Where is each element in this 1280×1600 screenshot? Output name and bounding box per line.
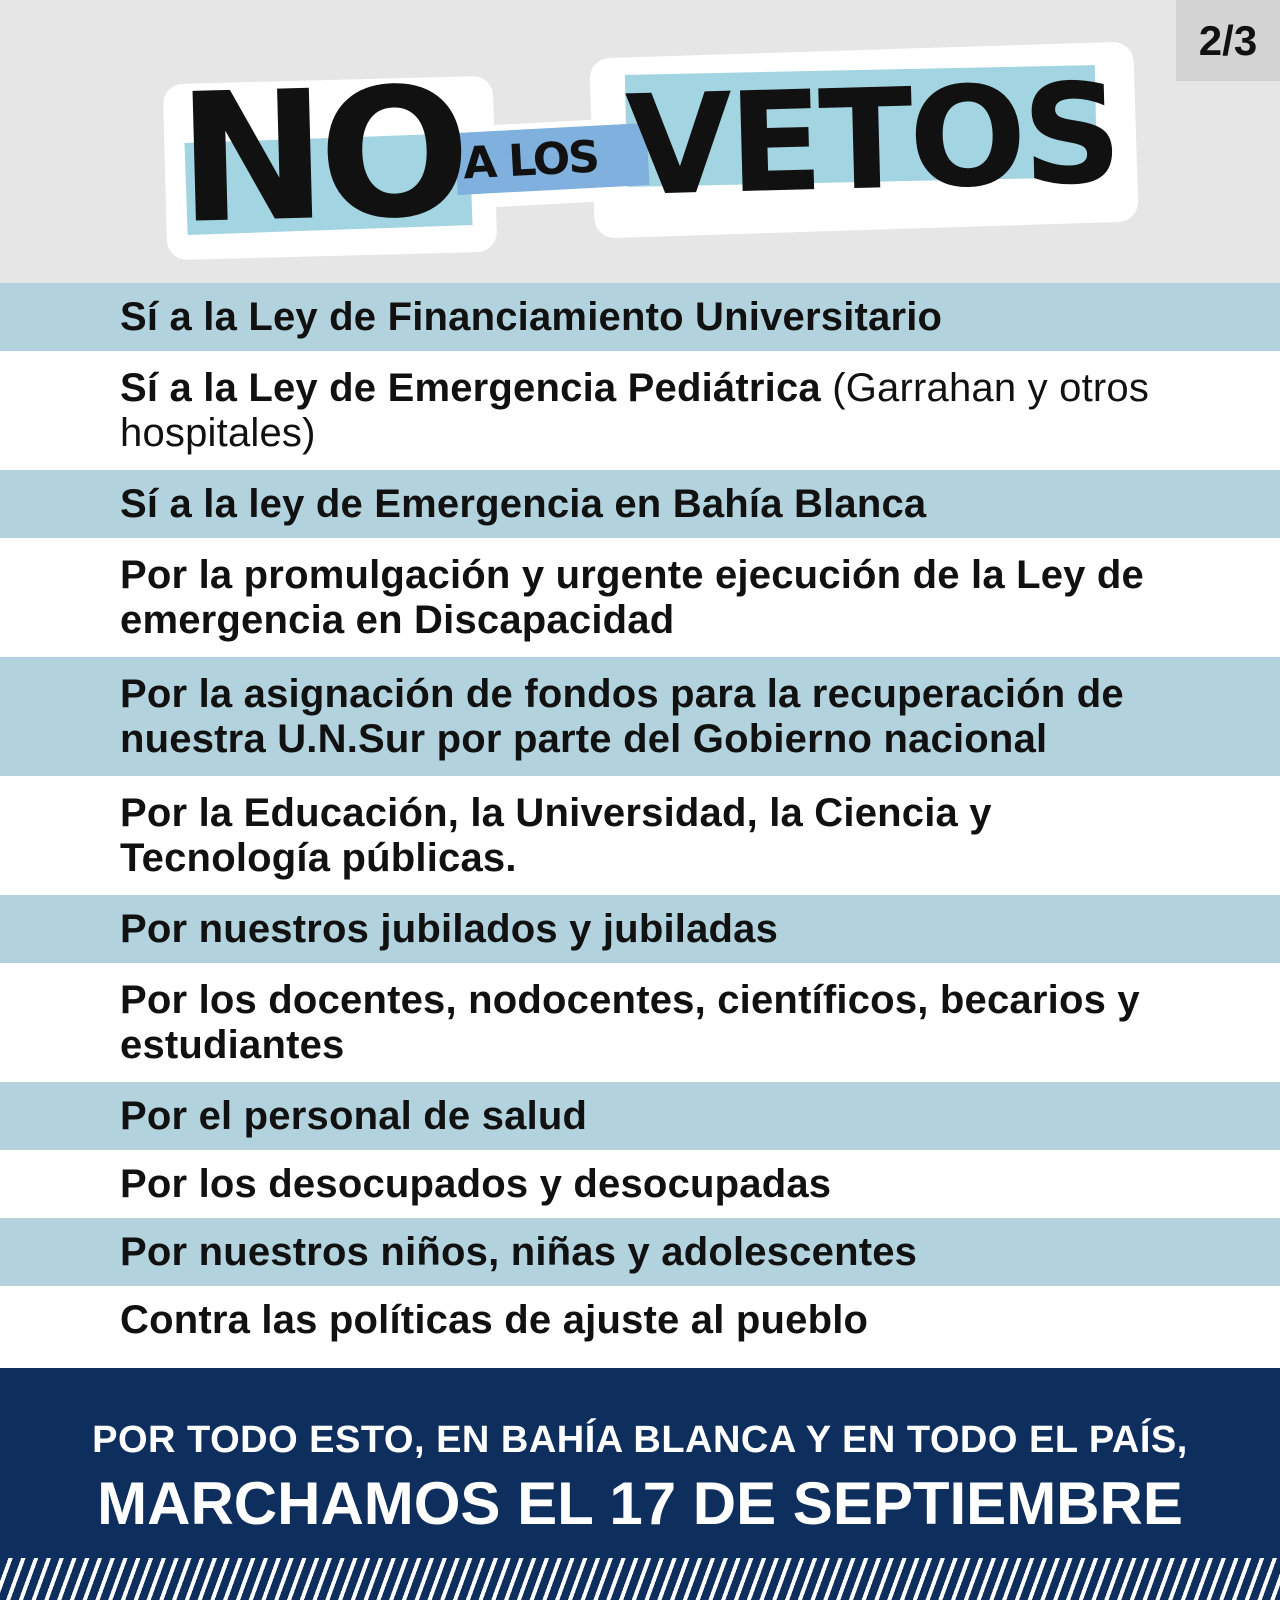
list-item: [0, 538, 1280, 657]
list-item-text: Por los docentes, nodocentes, científicos, becarios y estudiantes: [120, 977, 1140, 1067]
list-item-note: (Garrahan y otros hospitales): [120, 365, 1150, 455]
list-item: [0, 657, 1280, 776]
logo-word-vetos: VETOS: [623, 53, 1120, 227]
list-item: [0, 1082, 1280, 1150]
list-item: [0, 895, 1280, 963]
list-item-text: Sí a la Ley de Financiamiento Universitario: [120, 294, 943, 339]
list-item: [0, 1218, 1280, 1286]
footer-subtitle: POR TODO ESTO, EN BAHÍA BLANCA Y EN TODO EL PAÍS,: [92, 1419, 1188, 1461]
list-item: [0, 1286, 1280, 1354]
list-item-text: Contra las políticas de ajuste al pueblo: [120, 1297, 869, 1342]
list-item-text: Por la Educación, la Universidad, la Ciencia y Tecnología públicas.: [120, 790, 992, 880]
list-item-text: Sí a la ley de Emergencia en Bahía Blanca: [120, 481, 927, 526]
logo-word-no: NO: [175, 48, 465, 263]
logo-word-a-los: A LOS: [461, 131, 600, 190]
list-item: [0, 776, 1280, 895]
list-item-text: Por el personal de salud: [120, 1093, 588, 1138]
list-item-text: Por nuestros niños, niñas y adolescentes: [120, 1229, 918, 1274]
list-item: [0, 351, 1280, 470]
footer-stripes: [0, 1558, 1280, 1600]
list-item: [0, 283, 1280, 351]
list-item: [0, 1150, 1280, 1218]
demands-list: [0, 283, 1280, 1354]
list-item-text: Por los desocupados y desocupadas: [120, 1161, 832, 1206]
header: [0, 0, 1280, 283]
list-item-text: Por la promulgación y urgente ejecución de la Ley de emergencia en Discapacidad: [120, 552, 1144, 642]
page-number-badge: 2/3: [1176, 0, 1280, 81]
list-item: [0, 470, 1280, 538]
list-item-text: Por la asignación de fondos para la recuperación de nuestra U.N.Sur por parte del Gobierno nacional: [120, 671, 1124, 761]
footer-title: MARCHAMOS EL 17 DE SEPTIEMBRE: [97, 1470, 1183, 1537]
list-item-text: Sí a la Ley de Emergencia Pediátrica: [120, 365, 821, 410]
footer-banner: [0, 1368, 1280, 1600]
no-a-los-vetos-logo: [0, 0, 1280, 283]
list-item: [0, 963, 1280, 1082]
list-item-text: Por nuestros jubilados y jubiladas: [120, 906, 779, 951]
